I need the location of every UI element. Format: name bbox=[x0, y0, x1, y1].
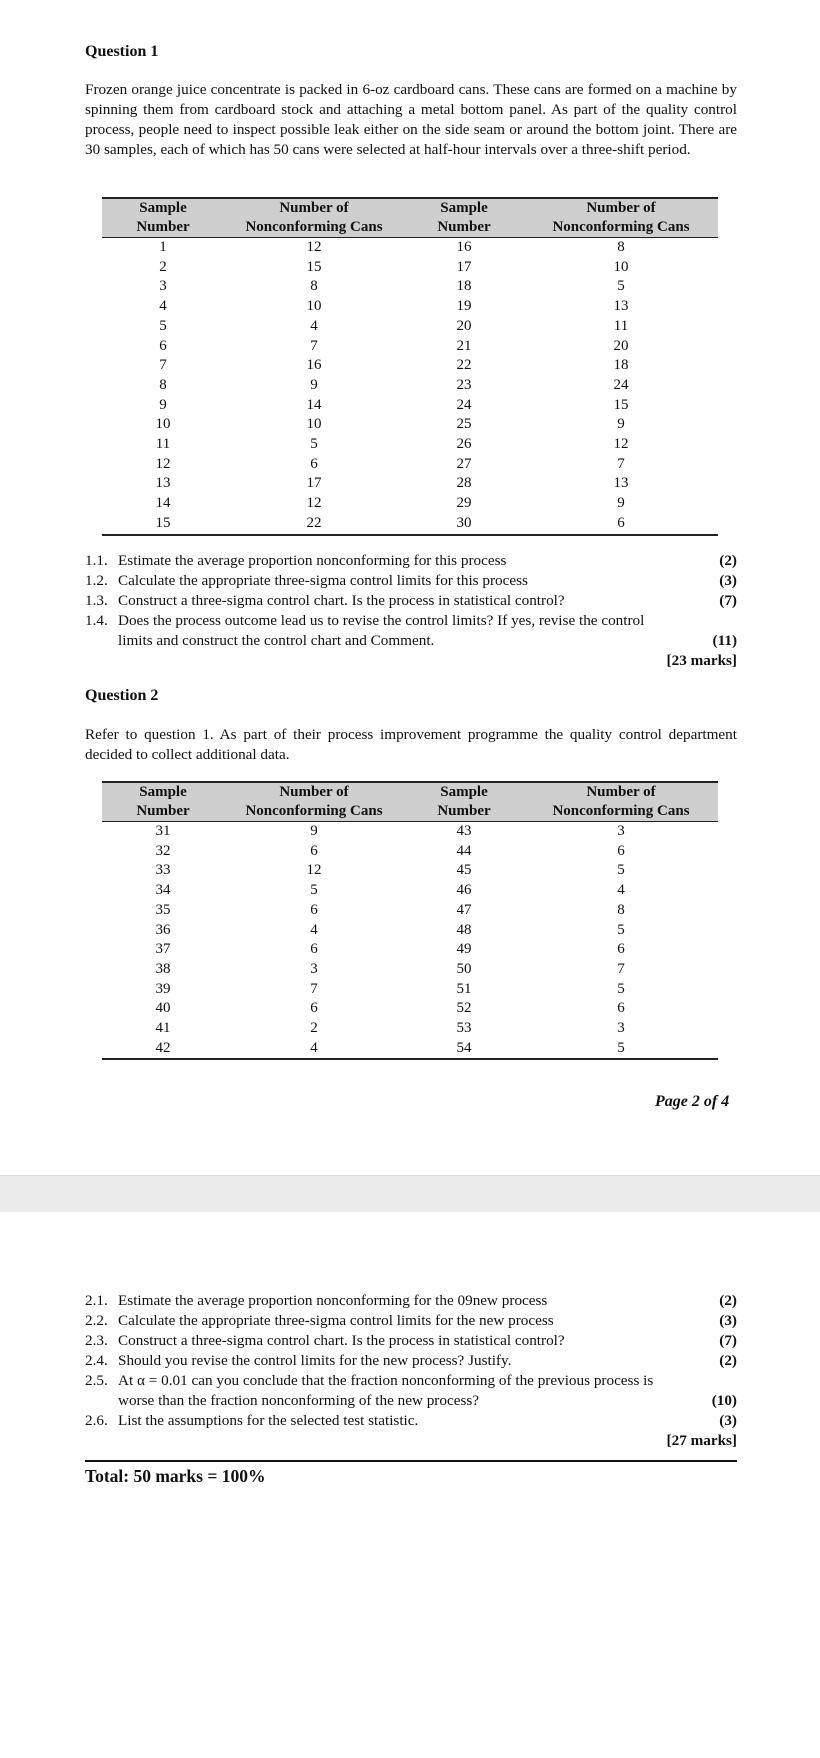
table-cell: 10 bbox=[155, 416, 171, 433]
table-cell: 31 bbox=[155, 823, 171, 839]
table-row bbox=[102, 999, 718, 1019]
table-cell: 15 bbox=[306, 258, 322, 275]
table-cell: 37 bbox=[155, 941, 171, 958]
subquestion-text: Construct a three-sigma control chart. Is the process in statistical control? bbox=[118, 592, 565, 609]
table-cell: 32 bbox=[155, 842, 171, 859]
table-cell: 16 bbox=[456, 239, 472, 255]
table-header-row bbox=[102, 782, 718, 822]
table-cell: 6 bbox=[310, 455, 318, 472]
question-2-data-table bbox=[102, 781, 718, 1060]
table-cell: 19 bbox=[456, 298, 472, 315]
subquestion-item bbox=[85, 551, 737, 571]
table-header-row bbox=[102, 198, 718, 238]
table-cell: 2 bbox=[159, 258, 167, 275]
table-cell: 5 bbox=[617, 278, 625, 295]
column-header-line: Nonconforming Cans bbox=[552, 803, 690, 819]
subquestion-marks: (10) bbox=[711, 1392, 737, 1409]
table-cell: 39 bbox=[155, 980, 171, 997]
table-cell: 7 bbox=[159, 357, 167, 374]
table-cell: 12 bbox=[613, 436, 629, 453]
table-row bbox=[102, 921, 718, 941]
table-cell: 24 bbox=[613, 376, 629, 393]
table-cell: 42 bbox=[102, 1039, 224, 1060]
table-cell: 20 bbox=[456, 317, 472, 334]
table-cell: 5 bbox=[159, 317, 167, 334]
table-cell: 22 bbox=[224, 514, 404, 535]
subquestion-text: Should you revise the control limits for the new process? Justify. bbox=[118, 1352, 512, 1369]
subquestion-number: 1.1. bbox=[85, 552, 108, 569]
subquestion-item bbox=[85, 571, 737, 591]
page-number: Page 2 of 4 bbox=[655, 1093, 730, 1110]
column-header bbox=[224, 198, 404, 238]
column-header-line: Number of bbox=[279, 200, 349, 216]
table-cell: 18 bbox=[456, 278, 472, 295]
subquestion-number: 2.1. bbox=[85, 1292, 108, 1309]
table-cell: 40 bbox=[155, 1000, 171, 1017]
table-cell: 13 bbox=[155, 475, 171, 492]
column-header-line: Number bbox=[437, 803, 491, 819]
table-cell: 8 bbox=[617, 901, 625, 918]
table-cell: 17 bbox=[456, 258, 472, 275]
table-cell: 5 bbox=[617, 921, 625, 938]
subquestion-item bbox=[85, 1311, 737, 1331]
subquestion-marks: (7) bbox=[719, 1332, 737, 1349]
table-cell: 30 bbox=[404, 514, 524, 535]
table-cell: 9 bbox=[617, 416, 625, 433]
table-cell: 15 bbox=[613, 396, 629, 413]
subquestion-text-continued: limits and construct the control chart and Comment. bbox=[118, 632, 435, 649]
table-cell: 29 bbox=[456, 495, 472, 512]
table-cell: 43 bbox=[456, 823, 472, 839]
table-row bbox=[102, 901, 718, 921]
table-row bbox=[102, 277, 718, 297]
table-cell: 7 bbox=[617, 455, 625, 472]
column-header-line: Nonconforming Cans bbox=[245, 803, 383, 819]
column-header-line: Sample bbox=[440, 200, 488, 216]
question-1-intro: Frozen orange juice concentrate is packed in 6-oz cardboard cans. These cans are formed on a machine by spinning them from cardboard stock and attaching a metal bottom panel. As part of the quality control process, people need to inspect possible leak either on the side seam or around the bottom joint. There are 30 samples, each of which has 50 cans were selected at half-hour intervals over a three-shift period. bbox=[85, 81, 737, 158]
table-row bbox=[102, 1039, 718, 1060]
table-cell: 27 bbox=[456, 455, 472, 472]
table-row bbox=[102, 435, 718, 455]
table-cell: 13 bbox=[613, 298, 629, 315]
subquestion-marks: (2) bbox=[719, 552, 737, 569]
table-row bbox=[102, 356, 718, 376]
table-row bbox=[102, 881, 718, 901]
table-row bbox=[102, 960, 718, 980]
table-cell: 10 bbox=[613, 258, 629, 275]
table-cell: 12 bbox=[155, 455, 171, 472]
table-cell: 13 bbox=[613, 475, 629, 492]
table-cell: 49 bbox=[456, 941, 472, 958]
table-cell: 48 bbox=[456, 921, 472, 938]
table-row bbox=[102, 396, 718, 416]
table-cell: 3 bbox=[617, 823, 625, 839]
subquestion-text: Calculate the appropriate three-sigma control limits for the new process bbox=[118, 1312, 554, 1329]
column-header bbox=[224, 782, 404, 822]
table-cell: 36 bbox=[155, 921, 171, 938]
table-cell: 5 bbox=[310, 436, 318, 453]
table-cell: 3 bbox=[159, 278, 167, 295]
table-row bbox=[102, 317, 718, 337]
table-cell: 21 bbox=[456, 337, 472, 354]
column-header-line: Sample bbox=[139, 200, 187, 216]
table-cell: 12 bbox=[306, 495, 322, 512]
table-cell: 9 bbox=[617, 495, 625, 512]
table-cell: 53 bbox=[456, 1020, 472, 1037]
table-cell: 6 bbox=[310, 842, 318, 859]
table-cell: 6 bbox=[524, 514, 718, 535]
table-cell: 6 bbox=[310, 1000, 318, 1017]
table-cell: 10 bbox=[306, 298, 322, 315]
table-cell: 9 bbox=[310, 376, 318, 393]
table-cell: 7 bbox=[310, 337, 318, 354]
question-1-total-marks: [23 marks] bbox=[666, 652, 737, 669]
table-cell: 1 bbox=[159, 239, 167, 255]
table-row bbox=[102, 494, 718, 514]
column-header bbox=[404, 782, 524, 822]
table-row bbox=[102, 474, 718, 494]
question-1-data-table bbox=[102, 197, 718, 536]
question-2-subquestions bbox=[85, 1291, 737, 1431]
question-1-heading: Question 1 bbox=[85, 43, 159, 60]
table-cell: 12 bbox=[306, 862, 322, 879]
question-2-total-wrap bbox=[85, 1431, 737, 1451]
table-cell: 54 bbox=[404, 1039, 524, 1060]
divider-rule bbox=[85, 1460, 737, 1462]
table-cell: 47 bbox=[456, 901, 472, 918]
subquestion-marks: (2) bbox=[719, 1352, 737, 1369]
subquestion-item bbox=[85, 1411, 737, 1431]
question-1-total-wrap bbox=[85, 651, 737, 671]
subquestion-item bbox=[85, 611, 737, 651]
question-2-total-marks: [27 marks] bbox=[666, 1432, 737, 1449]
subquestion-number: 2.3. bbox=[85, 1332, 108, 1349]
table-cell: 35 bbox=[155, 901, 171, 918]
table-cell: 4 bbox=[310, 921, 318, 938]
subquestion-text: Construct a three-sigma control chart. Is the process in statistical control? bbox=[118, 1332, 565, 1349]
table-row bbox=[102, 415, 718, 435]
table-cell: 6 bbox=[617, 1000, 625, 1017]
subquestion-marks: (11) bbox=[712, 632, 737, 649]
table-row bbox=[102, 822, 718, 842]
subquestion-text-continued: worse than the fraction nonconforming of the new process? bbox=[118, 1392, 480, 1409]
table-cell: 25 bbox=[456, 416, 472, 433]
question-2-heading: Question 2 bbox=[85, 687, 159, 704]
table-cell: 17 bbox=[306, 475, 322, 492]
column-header bbox=[524, 198, 718, 238]
table-cell: 34 bbox=[155, 882, 171, 899]
table-cell: 5 bbox=[524, 1039, 718, 1060]
table-cell: 8 bbox=[159, 376, 167, 393]
table-row bbox=[102, 861, 718, 881]
table-cell: 6 bbox=[310, 941, 318, 958]
column-header-line: Number of bbox=[279, 784, 349, 800]
table-row bbox=[102, 514, 718, 535]
table-cell: 15 bbox=[102, 514, 224, 535]
table-row bbox=[102, 842, 718, 862]
table-cell: 12 bbox=[306, 239, 322, 255]
table-cell: 8 bbox=[310, 278, 318, 295]
table-cell: 26 bbox=[456, 436, 472, 453]
column-header-line: Number bbox=[437, 219, 491, 235]
subquestion-number: 2.5. bbox=[85, 1372, 108, 1389]
table-cell: 4 bbox=[617, 882, 625, 899]
subquestion-text: List the assumptions for the selected test statistic. bbox=[118, 1412, 419, 1429]
table-cell: 6 bbox=[310, 901, 318, 918]
subquestion-text: Does the process outcome lead us to revise the control limits? If yes, revise the control bbox=[118, 612, 645, 629]
table-cell: 33 bbox=[155, 862, 171, 879]
question-2-intro: Refer to question 1. As part of their process improvement programme the quality control department decided to collect additional data. bbox=[85, 726, 737, 763]
subquestion-marks: (3) bbox=[719, 1312, 737, 1329]
table-row bbox=[102, 455, 718, 475]
column-header-line: Sample bbox=[440, 784, 488, 800]
table-cell: 5 bbox=[617, 980, 625, 997]
question-1-subquestions bbox=[85, 551, 737, 651]
subquestion-item bbox=[85, 591, 737, 611]
subquestion-text: Calculate the appropriate three-sigma control limits for this process bbox=[118, 572, 528, 589]
column-header-line: Number of bbox=[586, 784, 656, 800]
table-cell: 5 bbox=[310, 882, 318, 899]
table-row bbox=[102, 297, 718, 317]
subquestion-marks: (7) bbox=[719, 592, 737, 609]
table-cell: 23 bbox=[456, 376, 472, 393]
table-cell: 6 bbox=[159, 337, 167, 354]
table-row bbox=[102, 238, 718, 258]
column-header-line: Nonconforming Cans bbox=[245, 219, 383, 235]
table-cell: 11 bbox=[613, 317, 629, 334]
subquestion-item bbox=[85, 1351, 737, 1371]
table-cell: 24 bbox=[456, 396, 472, 413]
table-cell: 46 bbox=[456, 882, 472, 899]
table-cell: 7 bbox=[617, 960, 625, 977]
table-cell: 14 bbox=[155, 495, 171, 512]
table-cell: 41 bbox=[155, 1020, 171, 1037]
column-header-line: Number of bbox=[586, 200, 656, 216]
table-cell: 50 bbox=[456, 960, 472, 977]
table-cell: 38 bbox=[155, 960, 171, 977]
total-marks-line: Total: 50 marks = 100% bbox=[85, 1466, 266, 1486]
subquestion-number: 1.3. bbox=[85, 592, 108, 609]
page-separator bbox=[0, 1175, 820, 1213]
table-cell: 5 bbox=[617, 862, 625, 879]
subquestion-item bbox=[85, 1331, 737, 1351]
table-cell: 10 bbox=[306, 416, 322, 433]
table-cell: 9 bbox=[159, 396, 167, 413]
column-header bbox=[524, 782, 718, 822]
table-cell: 3 bbox=[310, 960, 318, 977]
table-cell: 6 bbox=[617, 842, 625, 859]
page-3-sheet bbox=[0, 1212, 820, 1758]
table-cell: 18 bbox=[613, 357, 629, 374]
table-cell: 7 bbox=[310, 980, 318, 997]
subquestion-marks: (3) bbox=[719, 1412, 737, 1429]
subquestion-marks: (3) bbox=[719, 572, 737, 589]
table-row bbox=[102, 940, 718, 960]
column-header-line: Number bbox=[136, 219, 190, 235]
subquestion-number: 2.6. bbox=[85, 1412, 108, 1429]
table-cell: 28 bbox=[456, 475, 472, 492]
table-cell: 8 bbox=[617, 239, 625, 255]
table-row bbox=[102, 376, 718, 396]
column-header bbox=[404, 198, 524, 238]
subquestion-number: 2.2. bbox=[85, 1312, 108, 1329]
table-row bbox=[102, 258, 718, 278]
table-cell: 14 bbox=[306, 396, 322, 413]
table-cell: 4 bbox=[310, 317, 318, 334]
table-cell: 4 bbox=[224, 1039, 404, 1060]
table-cell: 20 bbox=[613, 337, 629, 354]
table-cell: 3 bbox=[617, 1020, 625, 1037]
table-cell: 44 bbox=[456, 842, 472, 859]
table-row bbox=[102, 1019, 718, 1039]
subquestion-item bbox=[85, 1291, 737, 1311]
table-cell: 4 bbox=[159, 298, 167, 315]
subquestion-text: Estimate the average proportion nonconforming for this process bbox=[118, 552, 507, 569]
subquestion-item bbox=[85, 1371, 737, 1411]
subquestion-text: At α = 0.01 can you conclude that the fraction nonconforming of the previous process is bbox=[118, 1372, 654, 1389]
column-header bbox=[102, 782, 224, 822]
subquestion-number: 1.2. bbox=[85, 572, 108, 589]
column-header-line: Number bbox=[136, 803, 190, 819]
table-cell: 51 bbox=[456, 980, 472, 997]
column-header-line: Sample bbox=[139, 784, 187, 800]
subquestion-number: 1.4. bbox=[85, 612, 108, 629]
table-cell: 11 bbox=[155, 436, 171, 453]
table-cell: 9 bbox=[310, 823, 318, 839]
subquestion-marks: (2) bbox=[719, 1292, 737, 1309]
table-cell: 45 bbox=[456, 862, 472, 879]
table-cell: 16 bbox=[306, 357, 322, 374]
table-cell: 52 bbox=[456, 1000, 472, 1017]
column-header-line: Nonconforming Cans bbox=[552, 219, 690, 235]
table-cell: 22 bbox=[456, 357, 472, 374]
table-row bbox=[102, 980, 718, 1000]
subquestion-text: Estimate the average proportion nonconforming for the 09new process bbox=[118, 1292, 548, 1309]
subquestion-number: 2.4. bbox=[85, 1352, 108, 1369]
column-header bbox=[102, 198, 224, 238]
table-cell: 2 bbox=[310, 1020, 318, 1037]
table-row bbox=[102, 337, 718, 357]
table-cell: 6 bbox=[617, 941, 625, 958]
